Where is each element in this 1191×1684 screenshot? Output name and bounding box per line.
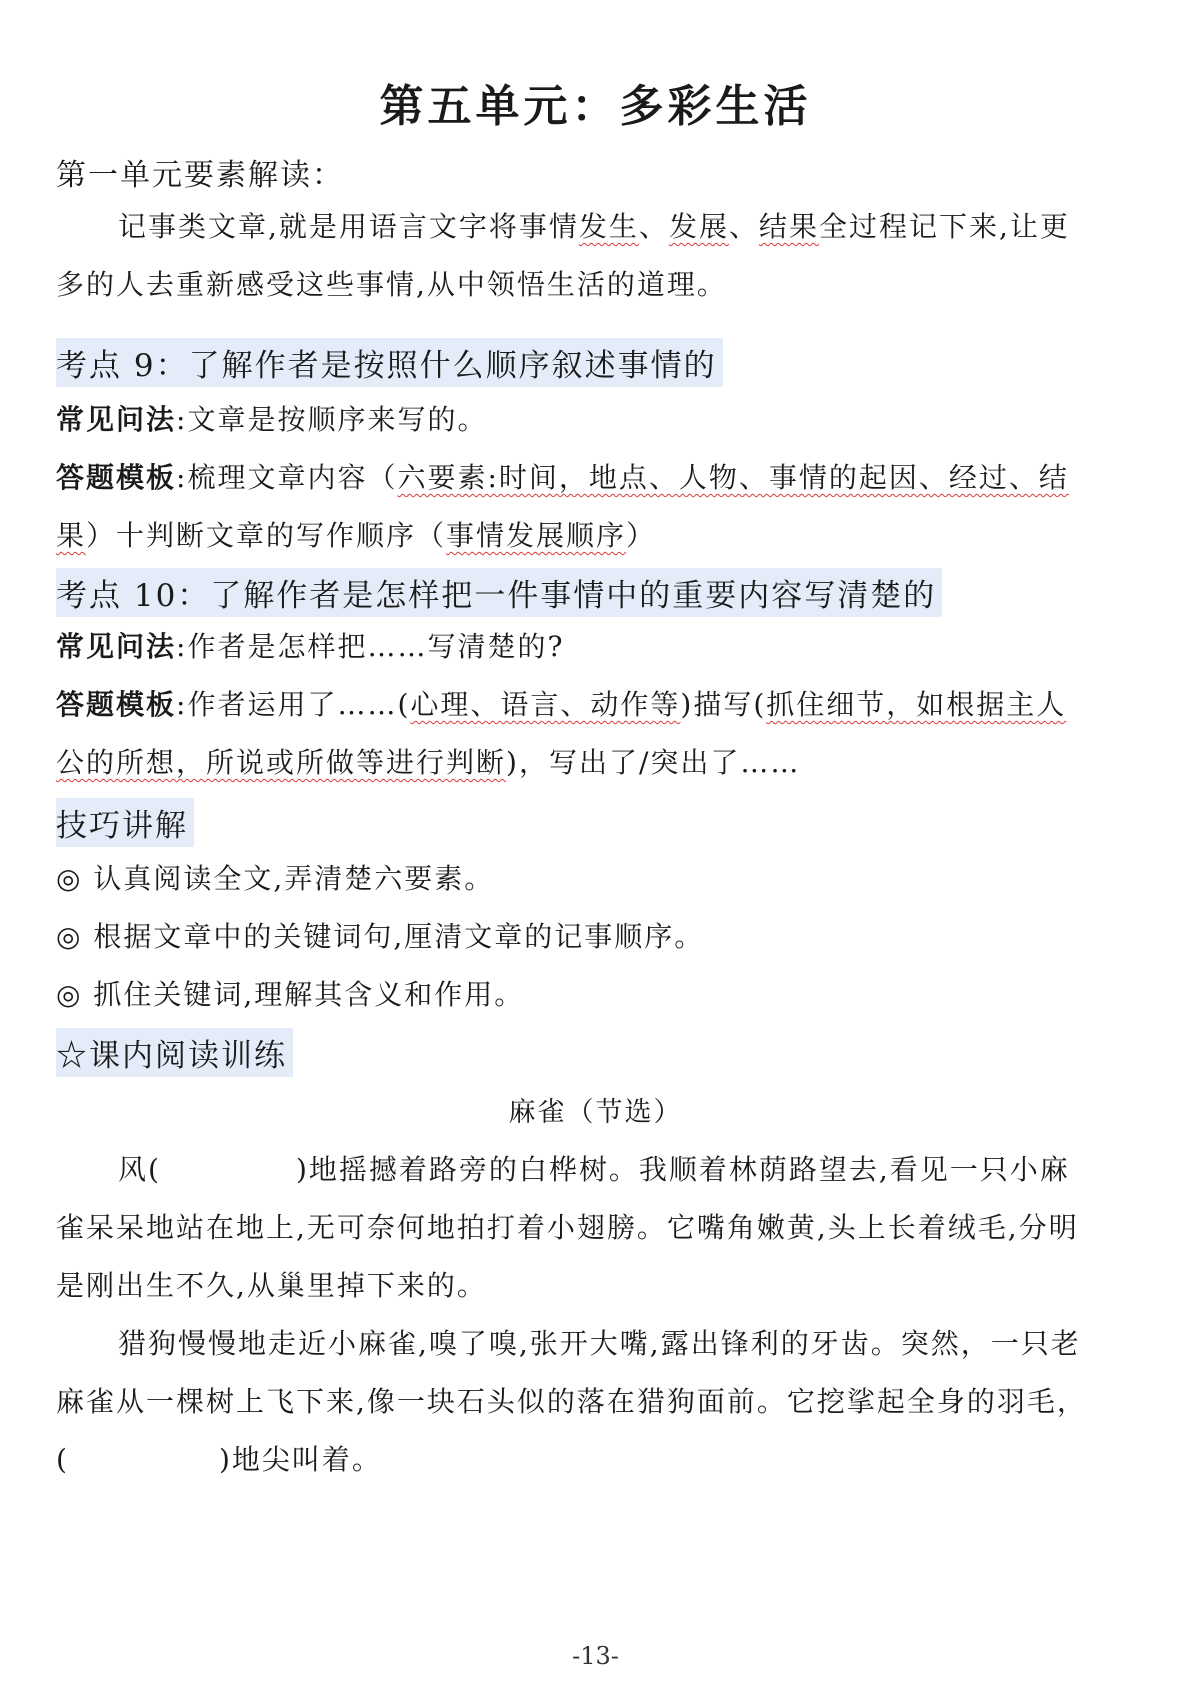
passage-line: 是刚出生不久,从巢里掉下来的。: [56, 1269, 487, 1302]
passage-title: 麻雀（节选）: [508, 1097, 683, 1128]
text-span: :作者运用了……(: [176, 688, 411, 721]
text-span: )，写出了/突出了……: [506, 746, 801, 779]
text-span: 记事类文章,就是用语言文字将事情: [118, 210, 579, 243]
point9-question: [56, 398, 487, 438]
unit-intro-line-1: [118, 205, 1070, 245]
text-span: (: [56, 1443, 69, 1476]
text-span: 、: [728, 210, 759, 243]
point10-template-line-1: [56, 683, 1066, 723]
skill-item: ◎ 认真阅读全文,弄清楚六要素。: [56, 862, 495, 895]
underlined-term: 公的所想，所说或所做等进行判断: [56, 746, 507, 779]
point9-template-line-1: [56, 456, 1069, 496]
underlined-term: 结果: [758, 210, 819, 243]
question-text: :作者是怎样把……写清楚的?: [176, 630, 565, 663]
text-span: :梳理文章内容（: [176, 461, 398, 494]
point10-template-line-2: [56, 741, 800, 781]
skills-heading-text: 技巧讲解: [56, 798, 194, 847]
point9-heading: [56, 338, 723, 387]
underlined-term: 六要素:时间，地点、人物、事情的起因、经过、结: [397, 461, 1069, 494]
underlined-term: 心理、语言、动作等: [410, 688, 681, 721]
underlined-term: 发展: [668, 210, 729, 243]
page-title: 第五单元：多彩生活: [379, 81, 812, 132]
point10-heading-text: 考点 10：了解作者是怎样把一件事情中的重要内容写清楚的: [56, 568, 942, 617]
text-span: 、: [638, 210, 669, 243]
text-span: 风(: [118, 1153, 161, 1186]
passage-line: 猎狗慢慢地走近小麻雀,嗅了嗅,张开大嘴,露出锋利的牙齿。突然，一只老: [118, 1327, 1081, 1360]
point10-question: [56, 625, 564, 665]
passage-line: 麻雀从一棵树上飞下来,像一块石头似的落在猎狗面前。它挖挲起全身的羽毛，: [56, 1385, 1087, 1418]
text-span: ）: [626, 519, 657, 552]
point10-heading: [56, 568, 942, 617]
question-text: :文章是按顺序来写的。: [176, 403, 488, 436]
text-span: 全过程记下来,让更: [818, 210, 1070, 243]
text-span: ）十判断文章的写作顺序（: [86, 519, 447, 552]
point9-template-line-2: [56, 514, 656, 554]
question-label: 常见问法: [56, 403, 177, 436]
passage-line: [56, 1438, 382, 1478]
underlined-term: 发生: [578, 210, 639, 243]
text-span: )描写(: [680, 688, 767, 721]
template-label: 答题模板: [56, 688, 177, 721]
passage-line: 雀呆呆地站在地上,无可奈何地拍打着小翅膀。它嘴角嫩黄,头上长着绒毛,分明: [56, 1211, 1079, 1244]
template-label: 答题模板: [56, 461, 177, 494]
passage-line: [118, 1148, 1070, 1188]
skills-heading: [56, 798, 194, 847]
underlined-term: 事情发展顺序: [446, 519, 627, 552]
point9-heading-text: 考点 9：了解作者是按照什么顺序叙述事情的: [56, 338, 723, 387]
underlined-term: 抓住细节，如根据主人: [766, 688, 1067, 721]
unit-intro-heading: 第一单元要素解读：: [56, 158, 344, 193]
training-heading-text: ☆课内阅读训练: [56, 1028, 293, 1077]
skill-item: ◎ 抓住关键词,理解其含义和作用。: [56, 978, 525, 1011]
skill-item: ◎ 根据文章中的关键词句,厘清文章的记事顺序。: [56, 920, 705, 953]
text-span: )地摇撼着路旁的白桦树。我顺着林荫路望去,看见一只小麻: [295, 1153, 1070, 1186]
question-label: 常见问法: [56, 630, 177, 663]
page-number: -13-: [572, 1642, 619, 1670]
text-span: )地尖叫着。: [218, 1443, 382, 1476]
training-heading: [56, 1028, 293, 1077]
unit-intro-line-2: 多的人去重新感受这些事情,从中领悟生活的道理。: [56, 268, 727, 301]
underlined-term: 果: [56, 519, 87, 552]
